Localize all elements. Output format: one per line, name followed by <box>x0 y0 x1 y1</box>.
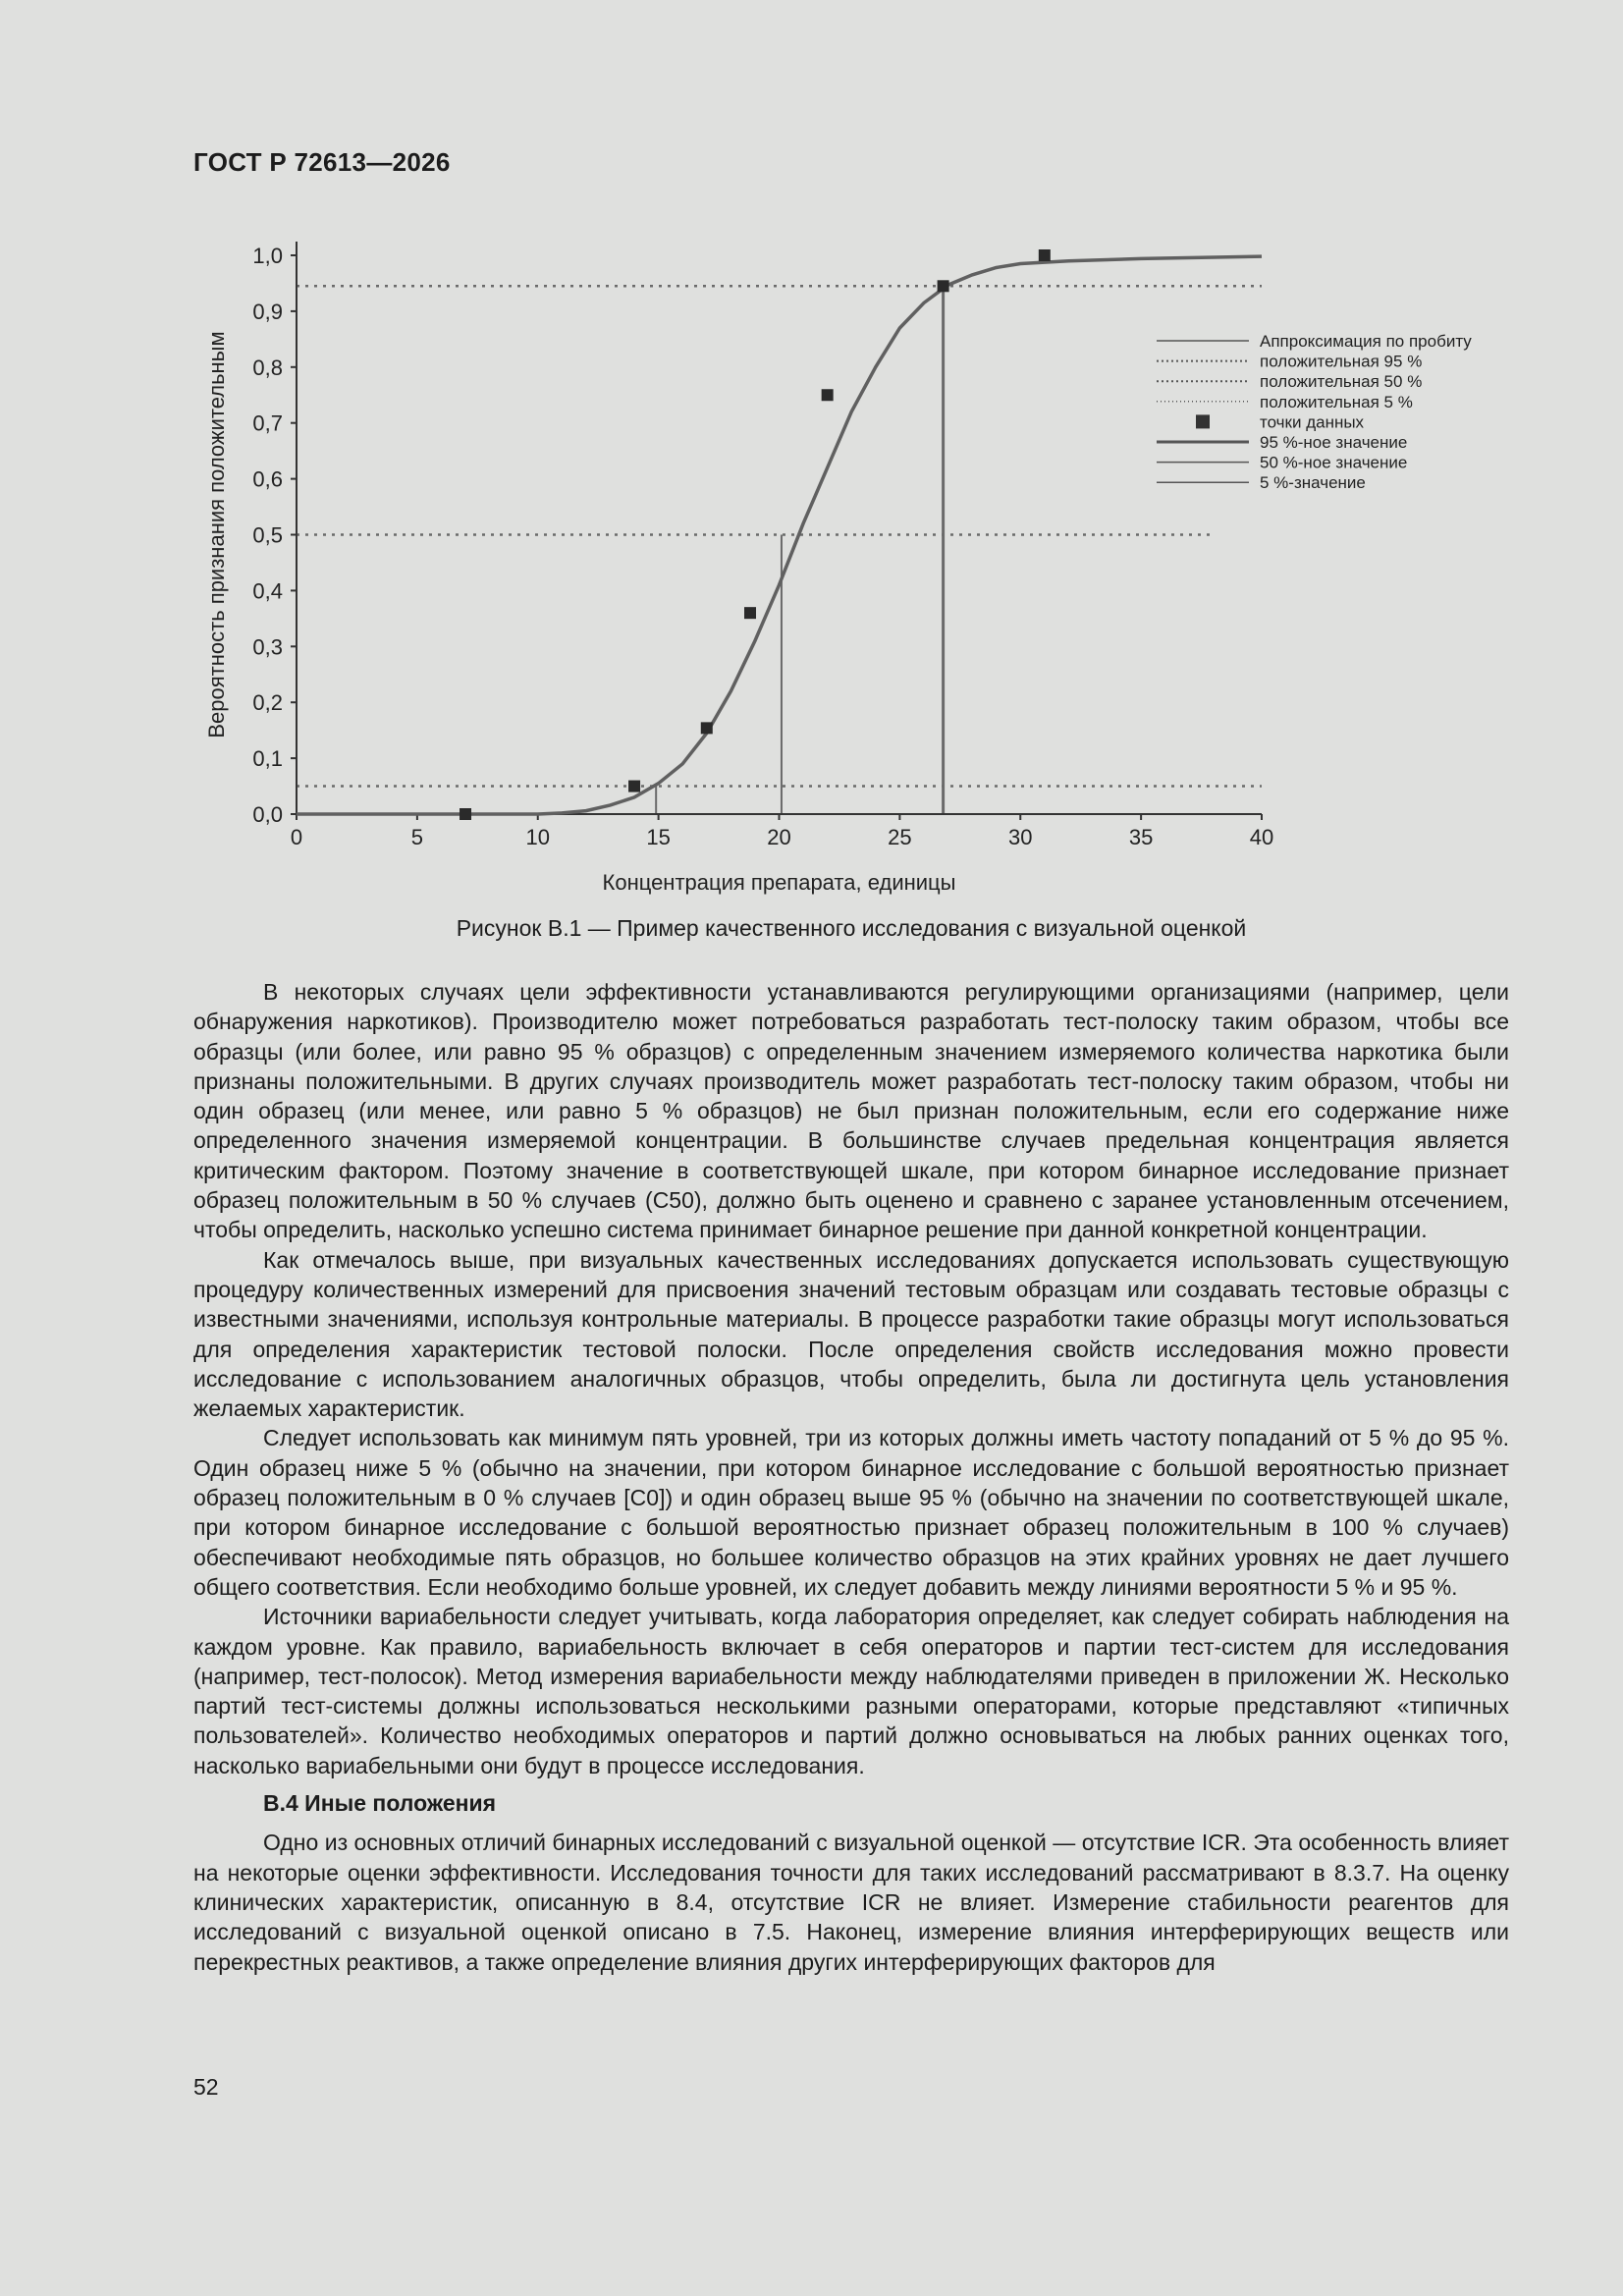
legend-label: точки данных <box>1260 412 1365 432</box>
y-tick-label: 0,2 <box>252 690 283 716</box>
y-tick-label: 0,6 <box>252 466 283 492</box>
page-number: 52 <box>193 2074 219 2100</box>
x-tick-label: 15 <box>646 825 671 849</box>
paragraph: Следует использовать как минимум пять уровней, три из которых должны иметь частоту попаданий от 5 % до 95 %. Один образец ниже 5 % (обычно на значении, при котором бинарное исследование с большой вероятностью признает образец положительным в 0 % случаев [С0]) и один образец выше 95 % (обычно на значении по соответствующей шкале, при котором бинарное исследование с большой вероятностью признает образец положительным в 100 % случаев) обеспечивают необходимые пять образцов, но большее количество образцов на этих крайних уровнях не дает лучшего общего соответствия. Если необходимо больше уровней, их следует добавить между линиями вероятности 5 % и 95 %. <box>193 1425 1509 1600</box>
legend-label: 5 %-значение <box>1260 473 1366 493</box>
y-tick-label: 0,5 <box>252 522 283 548</box>
x-tick-label: 20 <box>767 825 791 849</box>
data-point <box>1039 249 1051 261</box>
y-tick-label: 0,3 <box>252 634 283 660</box>
y-tick-label: 0,4 <box>252 578 283 604</box>
paragraph: В некоторых случаях цели эффективности устанавливаются регулирующими организациями (например, цели обнаружения наркотиков). Производителю может потребоваться разработать тест-полоску таким образом, чтобы все образцы (или более, или равно 95 % образцов) с определенным значением измеряемого количества наркотика были признаны положительными. В других случаях производитель может разработать тест-полоску таким образом, чтобы ни один образец (или менее, или равно 5 % образцов) не был признан положительным, если его содержание ниже определенного значения измеряемой концентрации. В большинстве случаев предельная концентрация является критическим фактором. Поэтому значение в соответствующей шкале, при котором бинарное исследование признает образец положительным в 50 % случаев (С50), должно быть оценено и сравнено с заранее установленным отсечением, чтобы определить, насколько успешно система принимает бинарное решение при данной конкретной концентрации. <box>193 979 1509 1243</box>
x-axis-label: Концентрация препарата, единицы <box>602 870 956 895</box>
data-point <box>938 280 949 292</box>
paragraph: Одно из основных отличий бинарных исследований с визуальной оценкой — отсутствие ICR. Эта особенность влияет на некоторые оценки эффективности. Исследования точности для таких исследований рассматривают в 8.3.7. На оценку клинических характеристик, описанную в 8.4, отсутствие ICR не влияет. Измерение стабильности реагентов для исследований с визуальной оценкой описано в 7.5. Наконец, измерение влияния интерферирующих веществ или перекрестных реактивов, а также определение влияния других интерферирующих факторов для <box>193 1830 1509 1975</box>
section-heading: В.4 Иные положения <box>263 1790 497 1817</box>
x-tick-label: 30 <box>1008 825 1033 849</box>
body-text <box>193 977 1509 1977</box>
document-header: ГОСТ Р 72613—2026 <box>193 147 451 177</box>
x-tick-label: 35 <box>1128 825 1154 849</box>
x-tick-label: 40 <box>1249 825 1274 849</box>
x-tick-label: 25 <box>888 825 912 849</box>
data-point <box>822 389 834 401</box>
y-tick-label: 0,9 <box>252 299 283 324</box>
data-point <box>744 607 756 619</box>
legend-label: положительная 95 % <box>1260 352 1423 371</box>
y-tick-label: 0,7 <box>252 410 283 436</box>
legend-label: Аппроксимация по пробиту <box>1260 332 1472 351</box>
legend-label: положительная 5 % <box>1260 392 1413 411</box>
paragraph: Источники вариабельности следует учитывать, когда лаборатория определяет, как следует собирать наблюдения на каждом уровне. Как правило, вариабельность включает в себя операторов и партии тест-систем для исследования (например, тест-полосок). Метод измерения вариабельности между наблюдателями приведен в приложении Ж. Несколько партий тест-системы должны использоваться несколькими разными операторами, которые представляют «типичных пользователей». Количество необходимых операторов и партий должно основываться на любых ранних оценках того, насколько вариабельными они будут в процессе исследования. <box>193 1604 1509 1778</box>
data-point <box>460 808 471 820</box>
y-tick-label: 0,1 <box>252 746 283 772</box>
y-tick-label: 0,8 <box>252 355 283 380</box>
y-tick-label: 0,0 <box>252 802 283 827</box>
x-tick-label: 10 <box>525 825 550 849</box>
paragraph: Как отмечалось выше, при визуальных качественных исследованиях допускается использовать существующую процедуру количественных измерений для присвоения значений тестовым образцам или создавать тестовые образцы с известными значениями, используя контрольные материалы. В процессе разработки такие образцы могут использоваться для определения характеристик тестовой полоски. После определения свойств исследования можно провести исследование с использованием аналогичных образцов, чтобы определить, была ли достигнута цель установления желаемых характеристик. <box>193 1246 1509 1422</box>
probit-chart <box>187 226 1522 903</box>
figure-caption: Рисунок В.1 — Пример качественного исследования с визуальной оценкой <box>456 915 1247 941</box>
x-tick-label: 0 <box>290 825 303 849</box>
data-point <box>701 722 713 734</box>
y-tick-label: 1,0 <box>252 244 283 268</box>
legend-label: положительная 50 % <box>1260 372 1423 392</box>
legend-marker <box>1196 414 1210 428</box>
x-tick-label: 5 <box>410 825 423 849</box>
legend-label: 95 %-ное значение <box>1260 433 1408 452</box>
legend-label: 50 %-ное значение <box>1260 453 1408 472</box>
y-axis-label: Вероятность признания положительным <box>204 331 229 738</box>
probit-curve <box>297 256 1262 814</box>
data-point <box>628 781 640 793</box>
